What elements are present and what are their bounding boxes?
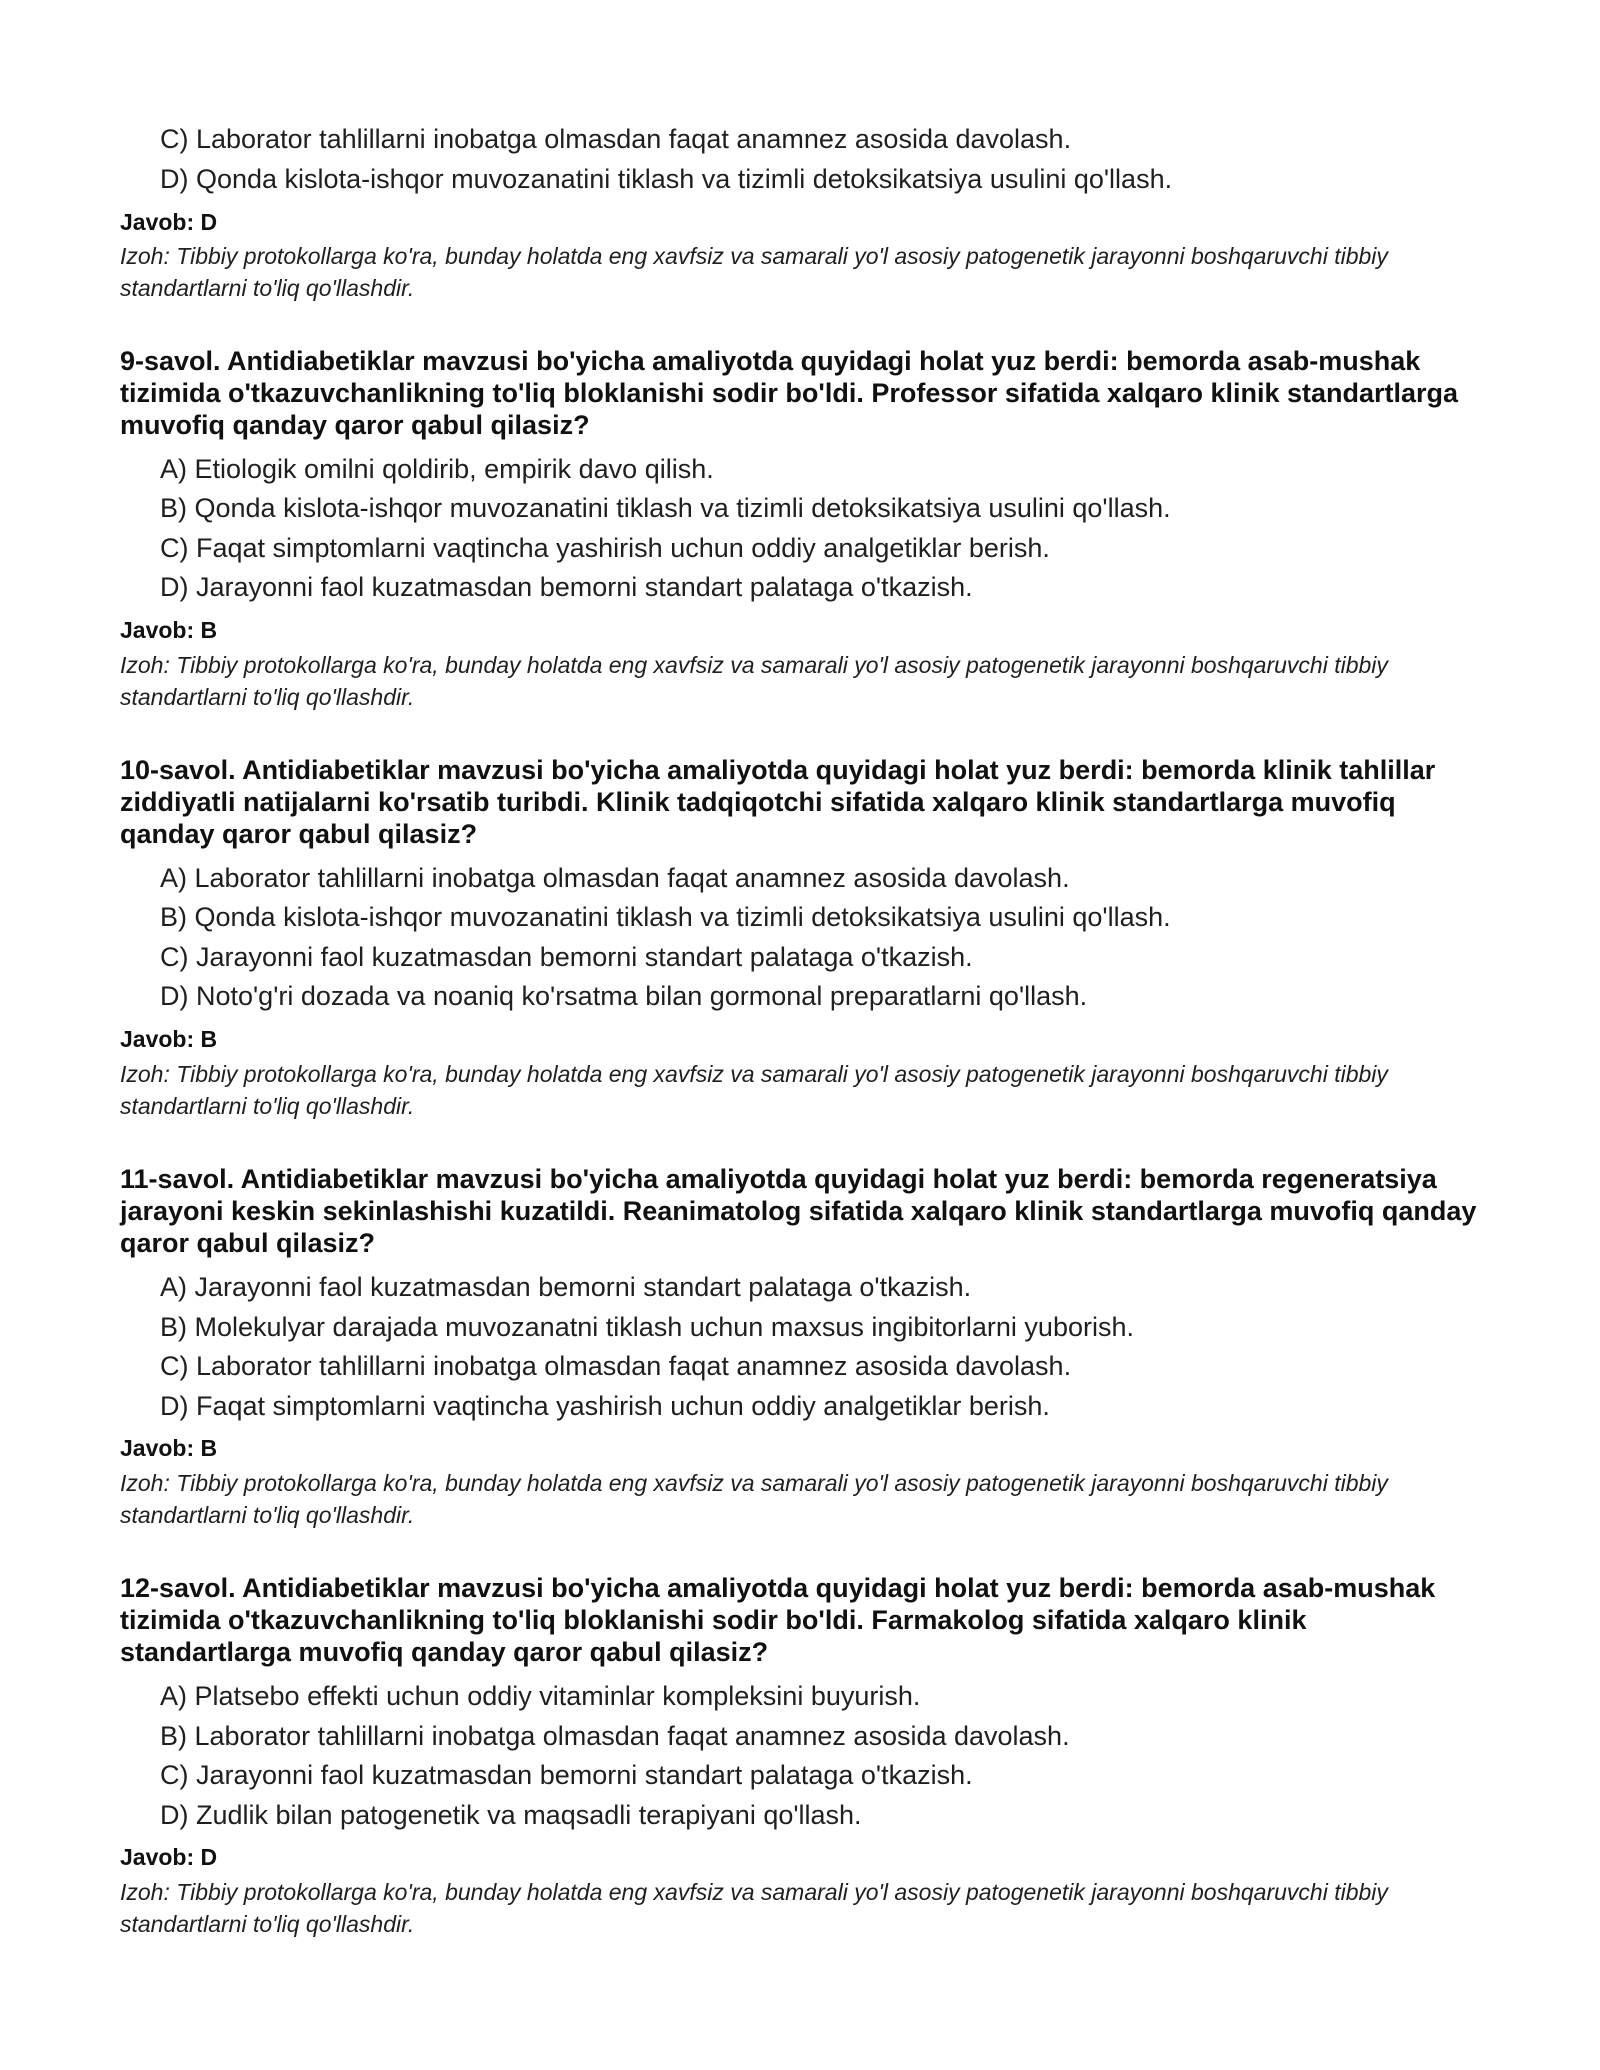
q10-option-c: C) Jarayonni faol kuzatmasdan bemorni standart palataga o'tkazish. — [160, 942, 973, 972]
q10-note: Izoh: Tibbiy protokollarga ko'ra, bunday holatda eng xavfsiz va samarali yo'l asosiy patogenetik jarayonni boshqaruvchi tibbiy standartlarni to'liq qo'llashdir. — [120, 1061, 1388, 1119]
q12-answer: Javob: D — [120, 1844, 218, 1870]
q11-option-a: A) Jarayonni faol kuzatmasdan bemorni standart palataga o'tkazish. — [160, 1272, 972, 1302]
q11-question: 11-savol. Antidiabetiklar mavzusi bo'yicha amaliyotda quyidagi holat yuz berdi: bemorda regeneratsiya jarayoni keskin sekinlashishi kuzatildi. Reanimatolog sifatida xalqaro klinik standartlarga muvofiq qanday qaror qabul qilasiz? — [120, 1164, 1477, 1258]
q11-answer: Javob: B — [120, 1435, 218, 1461]
q8-note: Izoh: Tibbiy protokollarga ko'ra, bunday holatda eng xavfsiz va samarali yo'l asosiy patogenetik jarayonni boshqaruvchi tibbiy standartlarni to'liq qo'llashdir. — [120, 243, 1388, 301]
q8-option-d: D) Qonda kislota-ishqor muvozanatini tiklash va tizimli detoksikatsiya usulini qo'llash. — [160, 164, 1173, 194]
q9-option-c: C) Faqat simptomlarni vaqtincha yashirish uchun oddiy analgetiklar berish. — [160, 533, 1050, 563]
q11-option-d: D) Faqat simptomlarni vaqtincha yashirish uchun oddiy analgetiklar berish. — [160, 1391, 1050, 1421]
q12-note: Izoh: Tibbiy protokollarga ko'ra, bunday holatda eng xavfsiz va samarali yo'l asosiy patogenetik jarayonni boshqaruvchi tibbiy standartlarni to'liq qo'llashdir. — [120, 1879, 1388, 1937]
q12-option-b: B) Laborator tahlillarni inobatga olmasdan faqat anamnez asosida davolash. — [160, 1721, 1070, 1751]
q9-question: 9-savol. Antidiabetiklar mavzusi bo'yicha amaliyotda quyidagi holat yuz berdi: bemorda asab-mushak tizimida o'tkazuvchanlikning to'liq bloklanishi sodir bo'ldi. Professor sifatida xalqaro klinik standartlarga muvofiq qanday qaror qabul qilasiz? — [120, 346, 1459, 440]
q11-option-c: C) Laborator tahlillarni inobatga olmasdan faqat anamnez asosida davolash. — [160, 1351, 1072, 1381]
q10-question: 10-savol. Antidiabetiklar mavzusi bo'yicha amaliyotda quyidagi holat yuz berdi: bemorda klinik tahlillar ziddiyatli natijalarni ko'rsatib turibdi. Klinik tadqiqotchi sifatida xalqaro klinik standartlarga muvofiq qanday qaror qabul qilasiz? — [120, 755, 1436, 849]
q9-option-d: D) Jarayonni faol kuzatmasdan bemorni standart palataga o'tkazish. — [160, 572, 973, 602]
q12-option-a: A) Platsebo effekti uchun oddiy vitaminlar kompleksini buyurish. — [160, 1681, 921, 1711]
q8-option-c: C) Laborator tahlillarni inobatga olmasdan faqat anamnez asosida davolash. — [160, 124, 1072, 154]
q10-option-d: D) Noto'g'ri dozada va noaniq ko'rsatma bilan gormonal preparatlarni qo'llash. — [160, 981, 1088, 1011]
q12-option-c: C) Jarayonni faol kuzatmasdan bemorni standart palataga o'tkazish. — [160, 1760, 973, 1790]
q10-option-b: B) Qonda kislota-ishqor muvozanatini tiklash va tizimli detoksikatsiya usulini qo'llash. — [160, 902, 1171, 932]
q10-option-a: A) Laborator tahlillarni inobatga olmasdan faqat anamnez asosida davolash. — [160, 863, 1070, 893]
q12-option-d: D) Zudlik bilan patogenetik va maqsadli terapiyani qo'llash. — [160, 1800, 862, 1830]
q9-option-b: B) Qonda kislota-ishqor muvozanatini tiklash va tizimli detoksikatsiya usulini qo'llash. — [160, 493, 1171, 523]
q12-question: 12-savol. Antidiabetiklar mavzusi bo'yicha amaliyotda quyidagi holat yuz berdi: bemorda asab-mushak tizimida o'tkazuvchanlikning to'liq bloklanishi sodir bo'ldi. Farmakolog sifatida xalqaro klinik standartlarga muvofiq qanday qaror qabul qilasiz? — [120, 1573, 1436, 1667]
q8-answer: Javob: D — [120, 209, 218, 235]
q9-answer: Javob: B — [120, 617, 218, 643]
q9-option-a: A) Etiologik omilni qoldirib, empirik davo qilish. — [160, 454, 714, 484]
q11-option-b: B) Molekulyar darajada muvozanatni tiklash uchun maxsus ingibitorlarni yuborish. — [160, 1312, 1134, 1342]
q11-note: Izoh: Tibbiy protokollarga ko'ra, bunday holatda eng xavfsiz va samarali yo'l asosiy patogenetik jarayonni boshqaruvchi tibbiy standartlarni to'liq qo'llashdir. — [120, 1470, 1388, 1528]
q9-note: Izoh: Tibbiy protokollarga ko'ra, bunday holatda eng xavfsiz va samarali yo'l asosiy patogenetik jarayonni boshqaruvchi tibbiy standartlarni to'liq qo'llashdir. — [120, 652, 1388, 710]
q10-answer: Javob: B — [120, 1026, 218, 1052]
